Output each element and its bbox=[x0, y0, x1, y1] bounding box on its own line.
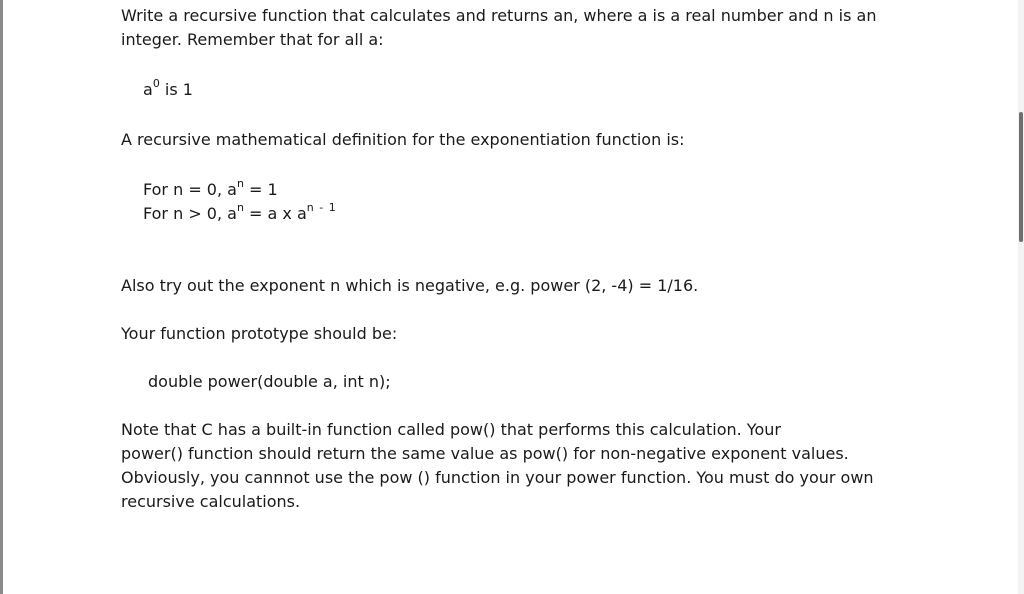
vertical-scrollbar[interactable] bbox=[1018, 0, 1024, 594]
recursive-definition bbox=[121, 178, 921, 226]
base-case-base: a bbox=[143, 80, 153, 99]
intro-line-1: Write a recursive function that calculates and returns an, where a is a real number and n is an bbox=[121, 6, 877, 25]
intro-line-2: integer. Remember that for all a: bbox=[121, 30, 384, 49]
definition-line-2-middle: = a x a bbox=[243, 204, 307, 223]
assignment-text bbox=[121, 4, 921, 514]
pow-note-paragraph bbox=[121, 418, 921, 514]
definition-line-2-exponent: n bbox=[236, 200, 244, 214]
intro-paragraph bbox=[121, 4, 921, 52]
definition-line-1 bbox=[143, 176, 278, 199]
definition-line-1-prefix: For n = 0, a bbox=[143, 180, 237, 199]
definition-line-2-exponent-2: n - 1 bbox=[306, 200, 337, 214]
note-line-4: recursive calculations. bbox=[121, 492, 301, 511]
base-case-exponent: 0 bbox=[152, 76, 160, 90]
note-line-2: power() function should return the same value as pow() for non-negative exponent values. bbox=[121, 444, 849, 463]
note-line-3: Obviously, you cannnot use the pow () function in your power function. You must do your own bbox=[121, 468, 874, 487]
definition-line-2 bbox=[143, 200, 337, 223]
negative-exponent-note: Also try out the exponent n which is negative, e.g. power (2, -4) = 1/16. bbox=[121, 276, 699, 295]
base-case-rest: is 1 bbox=[159, 80, 193, 99]
prototype-intro: Your function prototype should be: bbox=[121, 324, 398, 343]
base-case bbox=[121, 78, 921, 102]
page-left-border bbox=[0, 0, 3, 594]
function-prototype: double power(double a, int n); bbox=[148, 372, 391, 391]
definition-line-1-exponent: n bbox=[236, 176, 244, 190]
note-line-1: Note that C has a built-in function called pow() that performs this calculation. Your bbox=[121, 420, 781, 439]
definition-intro: A recursive mathematical definition for the exponentiation function is: bbox=[121, 130, 685, 149]
scrollbar-thumb[interactable] bbox=[1019, 112, 1023, 242]
definition-line-2-prefix: For n > 0, a bbox=[143, 204, 237, 223]
definition-line-1-suffix: = 1 bbox=[243, 180, 278, 199]
